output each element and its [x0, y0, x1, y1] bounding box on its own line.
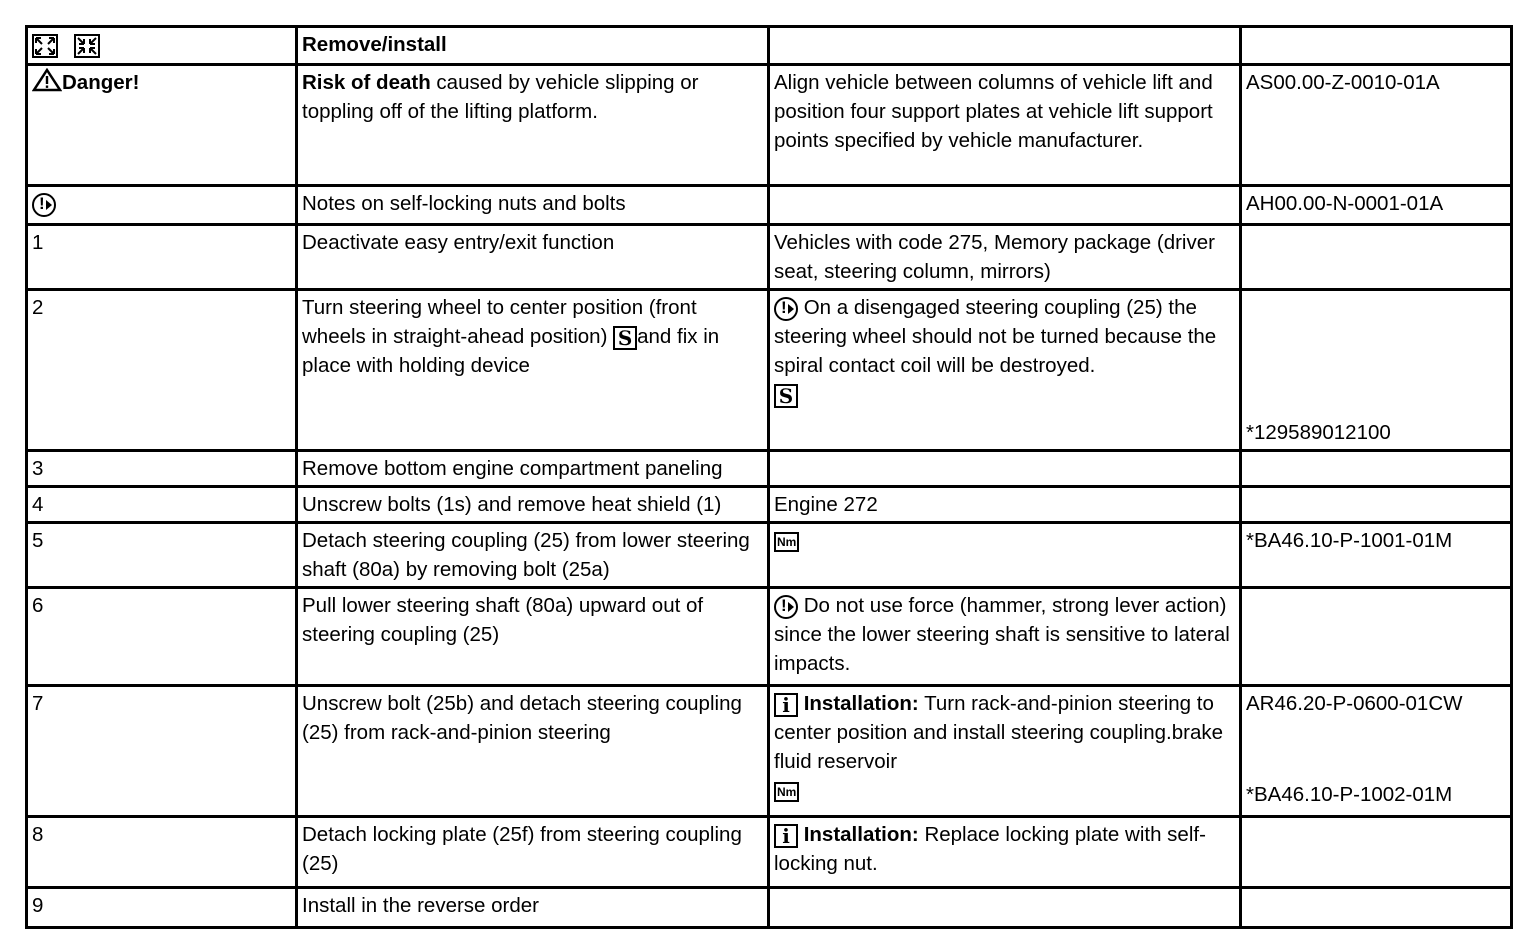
step-action: Deactivate easy entry/exit function — [297, 225, 769, 290]
step-doc-link[interactable]: AR46.20-P-0600-01CW — [1246, 692, 1463, 715]
torque-icon[interactable]: Nm — [774, 782, 799, 802]
step-number: 3 — [27, 451, 297, 487]
torque-icon[interactable]: Nm — [774, 532, 799, 552]
table-row — [27, 588, 1512, 686]
step-number: 1 — [27, 225, 297, 290]
step-number: 6 — [27, 588, 297, 686]
step-action: Unscrew bolt (25b) and detach steering coupling (25) from rack-and-pinion steering — [297, 686, 769, 817]
danger-row — [27, 65, 1512, 186]
table-row — [27, 290, 1512, 451]
step-number: 2 — [27, 290, 297, 451]
notes-text: Notes on self-locking nuts and bolts — [297, 186, 769, 225]
warning-triangle-icon — [32, 68, 62, 92]
step-action: Turn steering wheel to center position (front wheels in straight-ahead position) S and fix in place with holding device — [297, 290, 769, 451]
special-tool-icon[interactable]: S — [613, 326, 637, 350]
step-action: Unscrew bolts (1s) and remove heat shield (1) — [297, 487, 769, 523]
step-note: ! Do not use force (hammer, strong lever action) since the lower steering shaft is sensitive to lateral impacts. — [769, 588, 1241, 686]
collapse-icon[interactable] — [74, 34, 100, 58]
special-tool-icon[interactable]: S — [774, 384, 798, 408]
note-icon — [774, 297, 798, 321]
table-row — [27, 817, 1512, 888]
table-row — [27, 888, 1512, 928]
danger-cell — [27, 65, 297, 186]
notes-doc-link[interactable]: AH00.00-N-0001-01A — [1241, 186, 1512, 225]
danger-label: Danger! — [62, 71, 140, 94]
step-note: Engine 272 — [769, 487, 1241, 523]
header-row — [27, 27, 1512, 65]
step-action: Detach steering coupling (25) from lower steering shaft (80a) by removing bolt (25a) — [297, 523, 769, 588]
step-number: 5 — [27, 523, 297, 588]
header-icons — [27, 27, 297, 65]
step-doc-link[interactable]: *BA46.10-P-1002-01M — [1246, 783, 1453, 806]
step-action: Remove bottom engine compartment paneling — [297, 451, 769, 487]
note-icon — [32, 193, 56, 217]
note-icon — [774, 595, 798, 619]
step-action: Install in the reverse order — [297, 888, 769, 928]
notes-row — [27, 186, 1512, 225]
info-icon: i — [774, 693, 798, 717]
step-number: 7 — [27, 686, 297, 817]
step-action: Pull lower steering shaft (80a) upward out of steering coupling (25) — [297, 588, 769, 686]
expand-icon[interactable] — [32, 34, 58, 58]
danger-doc-link[interactable]: AS00.00-Z-0010-01A — [1241, 65, 1512, 186]
step-doc-link[interactable]: *BA46.10-P-1001-01M — [1241, 523, 1512, 588]
procedure-table — [25, 25, 1513, 929]
step-note: i Installation: Turn rack-and-pinion steering to center position and install steering coupling.brake fluid reservoir Nm — [769, 686, 1241, 817]
table-row — [27, 225, 1512, 290]
step-number: 9 — [27, 888, 297, 928]
step-doc — [1241, 290, 1512, 451]
page-title: Remove/install — [297, 27, 769, 65]
step-note: ! On a disengaged steering coupling (25) the steering wheel should not be turned because the spiral contact coil will be destroyed. S — [769, 290, 1241, 451]
step-action: Detach locking plate (25f) from steering coupling (25) — [297, 817, 769, 888]
table-row — [27, 686, 1512, 817]
table-row — [27, 523, 1512, 588]
tool-number-link[interactable]: *129589012100 — [1246, 421, 1391, 444]
danger-risk: Risk of death caused by vehicle slipping or toppling off of the lifting platform. — [297, 65, 769, 186]
info-icon: i — [774, 824, 798, 848]
danger-instruction: Align vehicle between columns of vehicle lift and position four support plates at vehicle lift support points specified by vehicle manufacturer. — [769, 65, 1241, 186]
table-row — [27, 451, 1512, 487]
step-note: i Installation: Replace locking plate with self-locking nut. — [769, 817, 1241, 888]
step-number: 4 — [27, 487, 297, 523]
step-docs — [1241, 686, 1512, 817]
table-row — [27, 487, 1512, 523]
step-note: Vehicles with code 275, Memory package (driver seat, steering column, mirrors) — [769, 225, 1241, 290]
step-number: 8 — [27, 817, 297, 888]
